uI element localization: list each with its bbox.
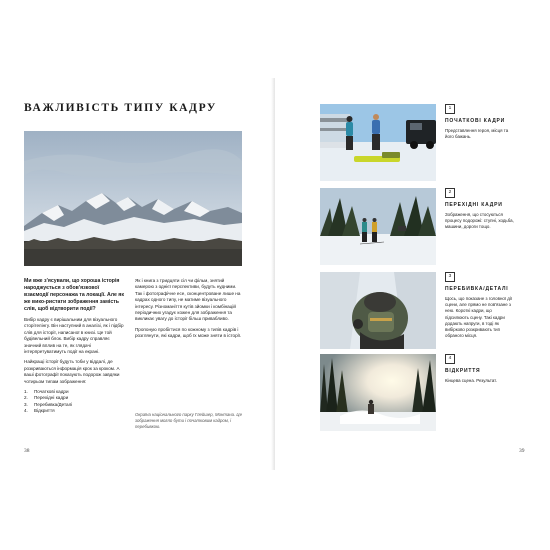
left-column	[24, 278, 124, 415]
frame-number: 2	[445, 188, 455, 198]
mountain-photo	[24, 131, 242, 266]
body-paragraph: Найкращі історії будуть тоби у віддалі, де розкриваються інформація крок за кроком. А ваші фотографії показують подорож завдяки чотирьом типам зображення:	[24, 359, 120, 384]
right-column	[135, 278, 243, 344]
reveal-shot-photo	[320, 354, 436, 431]
opening-shot-photo	[320, 104, 436, 181]
lead-paragraph: Ми вже з'ясували, що хороша історія народжується з обов'язкової взаємодії персонажа та локації. Але як же вико-ристати зображення замість слів, щоб відтворити події?	[24, 278, 124, 312]
frame-title: ПЕРЕБИВКА/ДЕТАЛІ	[445, 286, 509, 292]
frame-description: Зображення, що стосуються процесу подорожі: ступні, ходьба, машини, дороги тощо.	[445, 212, 514, 230]
book-spread	[12, 78, 538, 470]
frame-description: Представлення героя, місця та його бажань.	[445, 128, 509, 140]
page-title: ВАЖЛИВІСТЬ ТИПУ КАДРУ	[24, 102, 217, 114]
detail-shot-photo	[320, 272, 436, 349]
list-item: 1. Початкові кадри	[24, 389, 69, 395]
page-number: 39	[519, 448, 525, 454]
body-paragraph: Пропоную пробігтися по кожному з типів кадрів і розглянути, які кадри, щоб їх може зняти в історії.	[135, 326, 242, 339]
frame-number: 1	[445, 104, 455, 114]
photo-caption: Окраїна національного парку Глейшер, Монтана. Це зображення могло бути і початковим кадром, і перебивкою.	[135, 412, 243, 429]
frame-number: 3	[445, 272, 455, 282]
frame-type-list	[24, 389, 124, 415]
left-page	[12, 78, 275, 470]
frame-description: Кінцева сцена. Результат.	[445, 378, 497, 383]
right-page	[275, 78, 538, 470]
frame-title: ПОЧАТКОВІ КАДРИ	[445, 118, 506, 124]
transition-shot-photo	[320, 188, 436, 265]
frame-number: 4	[445, 354, 455, 364]
page-number: 38	[24, 448, 30, 454]
body-paragraph: Вибір кадру є вирішальним для візуального сторітелінгу. Він наступний в аналізі, як і підбір слів для історії, написаної в книзі. Це той будівельний блок. Вибір кадру справляє значний вплив на те, як глядачі інтерпретуватимуть події на екрані.	[24, 317, 124, 355]
frame-title: ВІДКРИТТЯ	[445, 368, 481, 374]
list-item: 4. Відкриття	[24, 408, 55, 414]
list-item: 2. Перехідні кадри	[24, 395, 69, 401]
frame-title: ПЕРЕХІДНІ КАДРИ	[445, 202, 503, 208]
body-paragraph: Як і книга з тридцяти сіл чи фільм, знятий камерою з однієї перспективи, будуть нудними. Так і фотографічне есе, сконцентроване лише на кадрах одного типу, не матиме візуального інтересу. Різноманіття кутів зйомки і комбінацій періодичних угадує кожен для зображення та викликає увагу до історії більш привабливо.	[135, 278, 241, 322]
list-item: 3. Перебивка/Деталі	[24, 401, 73, 407]
frame-description: Щось, що показане з головної дії сцени, але прямо не пов'язане з нею. Короткі кадри, що підсилюють сцену. Такі кадри додають напруги, в тоді як вибірково розкривають тип обраного місця.	[445, 296, 513, 339]
